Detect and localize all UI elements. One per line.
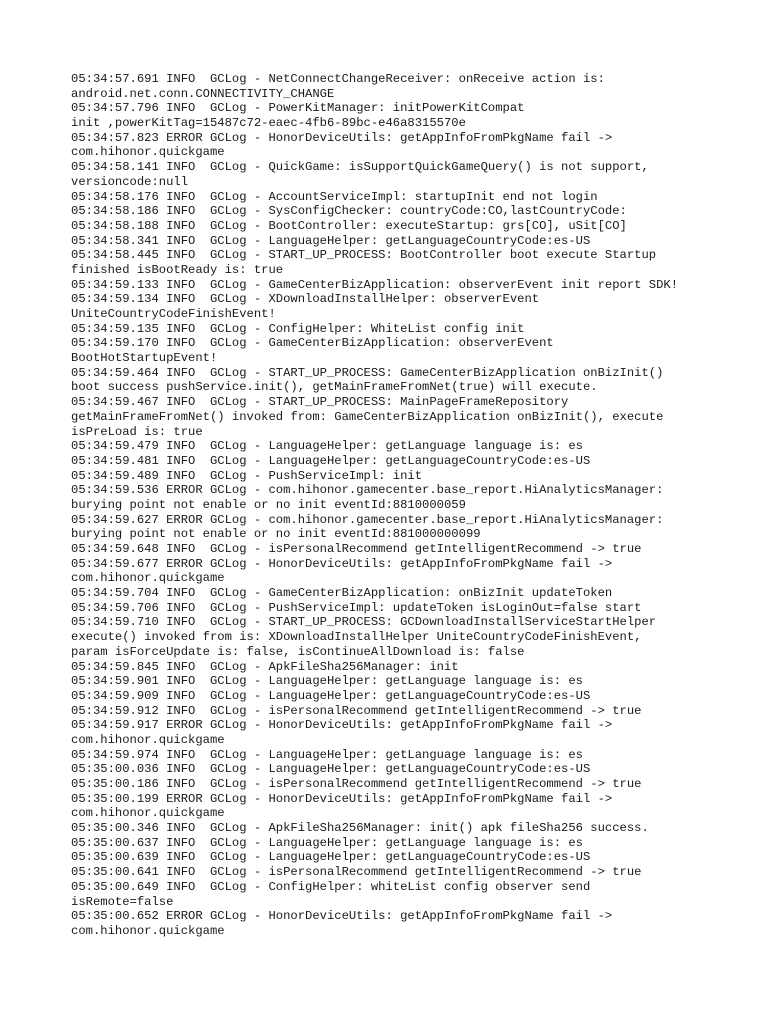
log-line: 05:34:59.704 INFO GCLog - GameCenterBizApplication: onBizInit updateToken	[71, 586, 613, 601]
log-line: 05:34:59.467 INFO GCLog - START_UP_PROCESS: MainPageFrameRepository	[71, 395, 569, 410]
log-line: 05:34:59.536 ERROR GCLog - com.hihonor.gamecenter.base_report.HiAnalyticsManager:	[71, 483, 664, 498]
log-line: 05:34:58.445 INFO GCLog - START_UP_PROCESS: BootController boot execute Startup	[71, 248, 657, 263]
log-line: getMainFrameFromNet() invoked from: GameCenterBizApplication onBizInit(), execute	[71, 409, 664, 424]
log-line: 05:34:59.464 INFO GCLog - START_UP_PROCESS: GameCenterBizApplication onBizInit()	[71, 365, 664, 380]
log-line: 05:34:58.188 INFO GCLog - BootController: executeStartup: grs[CO], uSit[CO]	[71, 218, 627, 233]
log-line: 05:34:59.133 INFO GCLog - GameCenterBizApplication: observerEvent init report SDK!	[71, 277, 679, 292]
log-line: com.hihonor.quickgame	[71, 923, 225, 938]
log-line: 05:35:00.641 INFO GCLog - isPersonalRecommend getIntelligentRecommend -> true	[71, 865, 642, 880]
log-line: UniteCountryCodeFinishEvent!	[71, 307, 276, 321]
log-line: 05:34:59.648 INFO GCLog - isPersonalRecommend getIntelligentRecommend -> true	[71, 542, 642, 556]
log-line: burying point not enable or no init eventId:8810000059	[71, 497, 466, 512]
log-line: 05:34:59.710 INFO GCLog - START_UP_PROCESS: GCDownloadInstallServiceStartHelper	[71, 615, 657, 630]
log-line: 05:34:59.706 INFO GCLog - PushServiceImpl: updateToken isLoginOut=false start	[71, 600, 642, 615]
log-line: param isForceUpdate is: false, isContinueAllDownload is: false	[71, 644, 525, 659]
log-line: com.hihonor.quickgame	[71, 571, 225, 586]
log-line: 05:35:00.186 INFO GCLog - isPersonalRecommend getIntelligentRecommend -> true	[71, 777, 642, 791]
log-line: com.hihonor.quickgame	[71, 806, 225, 821]
log-line: BootHotStartupEvent!	[71, 351, 218, 366]
log-line: 05:35:00.036 INFO GCLog - LanguageHelper: getLanguageCountryCode:es-US	[71, 762, 591, 777]
log-line: 05:34:59.489 INFO GCLog - PushServiceImpl: init	[71, 468, 423, 483]
log-line: 05:35:00.649 INFO GCLog - ConfigHelper: whiteList config observer send	[71, 879, 591, 894]
log-line: 05:34:59.135 INFO GCLog - ConfigHelper: WhiteList config init	[71, 321, 525, 336]
log-line: isRemote=false	[71, 894, 174, 909]
log-line: 05:35:00.346 INFO GCLog - ApkFileSha256Manager: init() apk fileSha256 success.	[71, 821, 649, 836]
log-line: 05:34:59.481 INFO GCLog - LanguageHelper: getLanguageCountryCode:es-US	[71, 453, 591, 468]
log-line: 05:34:59.912 INFO GCLog - isPersonalRecommend getIntelligentRecommend -> true	[71, 703, 642, 718]
log-line: 05:34:57.823 ERROR GCLog - HonorDeviceUtils: getAppInfoFromPkgName fail ->	[71, 130, 613, 145]
log-line: versioncode:null	[71, 174, 189, 189]
log-line: isPreLoad is: true	[71, 424, 203, 439]
log-line: 05:34:59.479 INFO GCLog - LanguageHelper: getLanguage language is: es	[71, 439, 583, 454]
log-line: 05:34:59.917 ERROR GCLog - HonorDeviceUtils: getAppInfoFromPkgName fail ->	[71, 718, 613, 733]
log-line: 05:34:57.691 INFO GCLog - NetConnectChangeReceiver: onReceive action is:	[71, 72, 605, 86]
log-line: 05:34:59.170 INFO GCLog - GameCenterBizApplication: observerEvent	[71, 336, 554, 351]
log-line: boot success pushService.init(), getMainFrameFromNet(true) will execute.	[71, 380, 598, 395]
log-line: 05:34:58.176 INFO GCLog - AccountServiceImpl: startupInit end not login	[71, 189, 598, 204]
log-line: com.hihonor.quickgame	[71, 145, 225, 160]
log-line: 05:34:59.901 INFO GCLog - LanguageHelper: getLanguage language is: es	[71, 674, 583, 689]
log-line: init ,powerKitTag=15487c72-eaec-4fb6-89bc-e46a8315570e	[71, 116, 466, 131]
log-line: 05:34:58.341 INFO GCLog - LanguageHelper: getLanguageCountryCode:es-US	[71, 233, 591, 248]
log-line: 05:35:00.199 ERROR GCLog - HonorDeviceUtils: getAppInfoFromPkgName fail ->	[71, 791, 613, 806]
log-line: 05:35:00.639 INFO GCLog - LanguageHelper: getLanguageCountryCode:es-US	[71, 850, 591, 865]
log-line: 05:34:59.627 ERROR GCLog - com.hihonor.gamecenter.base_report.HiAnalyticsManager:	[71, 512, 664, 527]
log-line: 05:34:57.796 INFO GCLog - PowerKitManager: initPowerKitCompat	[71, 101, 525, 116]
log-line: burying point not enable or no init eventId:881000000099	[71, 527, 481, 542]
log-line: 05:34:59.974 INFO GCLog - LanguageHelper: getLanguage language is: es	[71, 747, 583, 762]
log-line: 05:34:59.845 INFO GCLog - ApkFileSha256Manager: init	[71, 659, 459, 674]
log-line: 05:34:58.186 INFO GCLog - SysConfigChecker: countryCode:CO,lastCountryCode:	[71, 204, 627, 219]
log-line: 05:34:59.134 INFO GCLog - XDownloadInstallHelper: observerEvent	[71, 292, 540, 307]
log-line: 05:35:00.652 ERROR GCLog - HonorDeviceUtils: getAppInfoFromPkgName fail ->	[71, 909, 613, 924]
log-text-block	[71, 72, 761, 939]
log-line: com.hihonor.quickgame	[71, 732, 225, 747]
log-line: 05:34:58.141 INFO GCLog - QuickGame: isSupportQuickGameQuery() is not support,	[71, 160, 649, 175]
log-line: finished isBootReady is: true	[71, 262, 284, 277]
log-line: execute() invoked from is: XDownloadInstallHelper UniteCountryCodeFinishEvent,	[71, 630, 642, 645]
log-line: 05:34:59.677 ERROR GCLog - HonorDeviceUtils: getAppInfoFromPkgName fail ->	[71, 556, 613, 571]
log-line: 05:35:00.637 INFO GCLog - LanguageHelper: getLanguage language is: es	[71, 835, 583, 850]
log-line: android.net.conn.CONNECTIVITY_CHANGE	[71, 86, 335, 101]
log-line: 05:34:59.909 INFO GCLog - LanguageHelper: getLanguageCountryCode:es-US	[71, 688, 591, 703]
